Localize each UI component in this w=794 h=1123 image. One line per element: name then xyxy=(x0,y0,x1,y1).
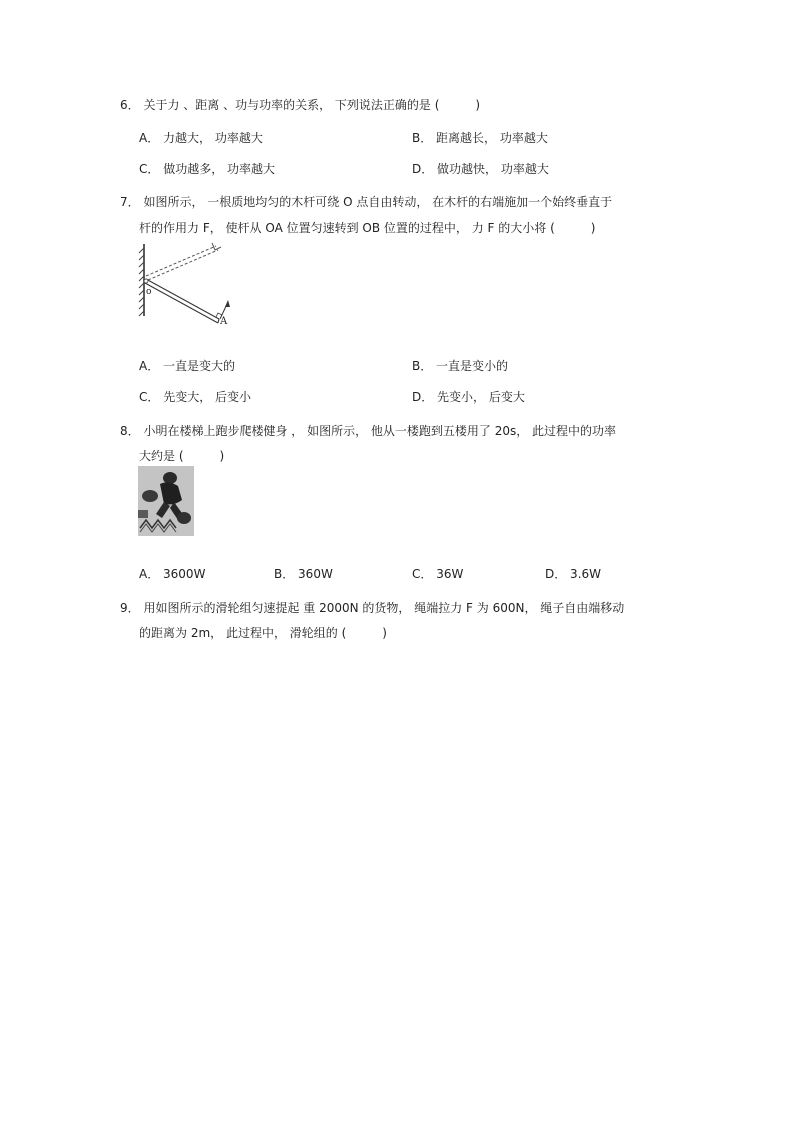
q9-stem-line2: 的距离为 2m， 此过程中， 滑轮组的 ( ) xyxy=(139,626,387,640)
q7-stem-line2: 杆的作用力 F， 使杆从 OA 位置匀速转到 OB 位置的过程中， 力 F 的大小将 ( ) xyxy=(139,221,596,235)
rod-position-ob xyxy=(146,243,221,280)
wall xyxy=(139,244,144,316)
q8-stem-line2: 大约是 ( ) xyxy=(139,449,225,463)
q7-stem-line1: 7． 如图所示， 一根质地均匀的木杆可绕 O 点自由转动， 在木杆的右端施加一个始终垂直于 xyxy=(120,195,613,209)
q7-option-b: B． 一直是变小的 xyxy=(412,359,509,373)
q6-option-b: B． 距离越长， 功率越大 xyxy=(412,131,548,145)
q8-option-a: A． 3600W xyxy=(139,567,206,581)
label-a: A xyxy=(220,316,228,327)
q9-stem-line1: 9． 用如图所示的滑轮组匀速提起 重 2000N 的货物， 绳端拉力 F 为 600N， 绳子自由端移动 xyxy=(120,601,625,615)
q8-stem-line1: 8． 小明在楼梯上跑步爬楼健身 ， 如图所示， 他从一楼跑到五楼用了 20s， 此过程中的功率 xyxy=(120,424,617,438)
q7-option-a: A． 一直是变大的 xyxy=(139,359,236,373)
q8-option-d: D． 3.6W xyxy=(545,567,602,581)
q7-option-c: C． 先变大， 后变小 xyxy=(139,390,252,404)
q8-option-b: B． 360W xyxy=(274,567,333,581)
q8-option-c: C． 36W xyxy=(412,567,464,581)
q6-option-a: A． 力越大， 功率越大 xyxy=(139,131,263,145)
lever-figure xyxy=(132,236,242,330)
label-o: o xyxy=(146,287,152,297)
rod-position-oa xyxy=(144,279,219,323)
q6-option-c: C． 做功越多， 功率越大 xyxy=(139,162,276,176)
q6-option-d: D． 做功越快， 功率越大 xyxy=(412,162,549,176)
q7-option-d: D． 先变小， 后变大 xyxy=(412,390,525,404)
q6-stem: 6． 关于力 、距离 、功与功率的关系， 下列说法正确的是 ( ) xyxy=(120,98,481,112)
stair-running-photo xyxy=(138,466,194,536)
